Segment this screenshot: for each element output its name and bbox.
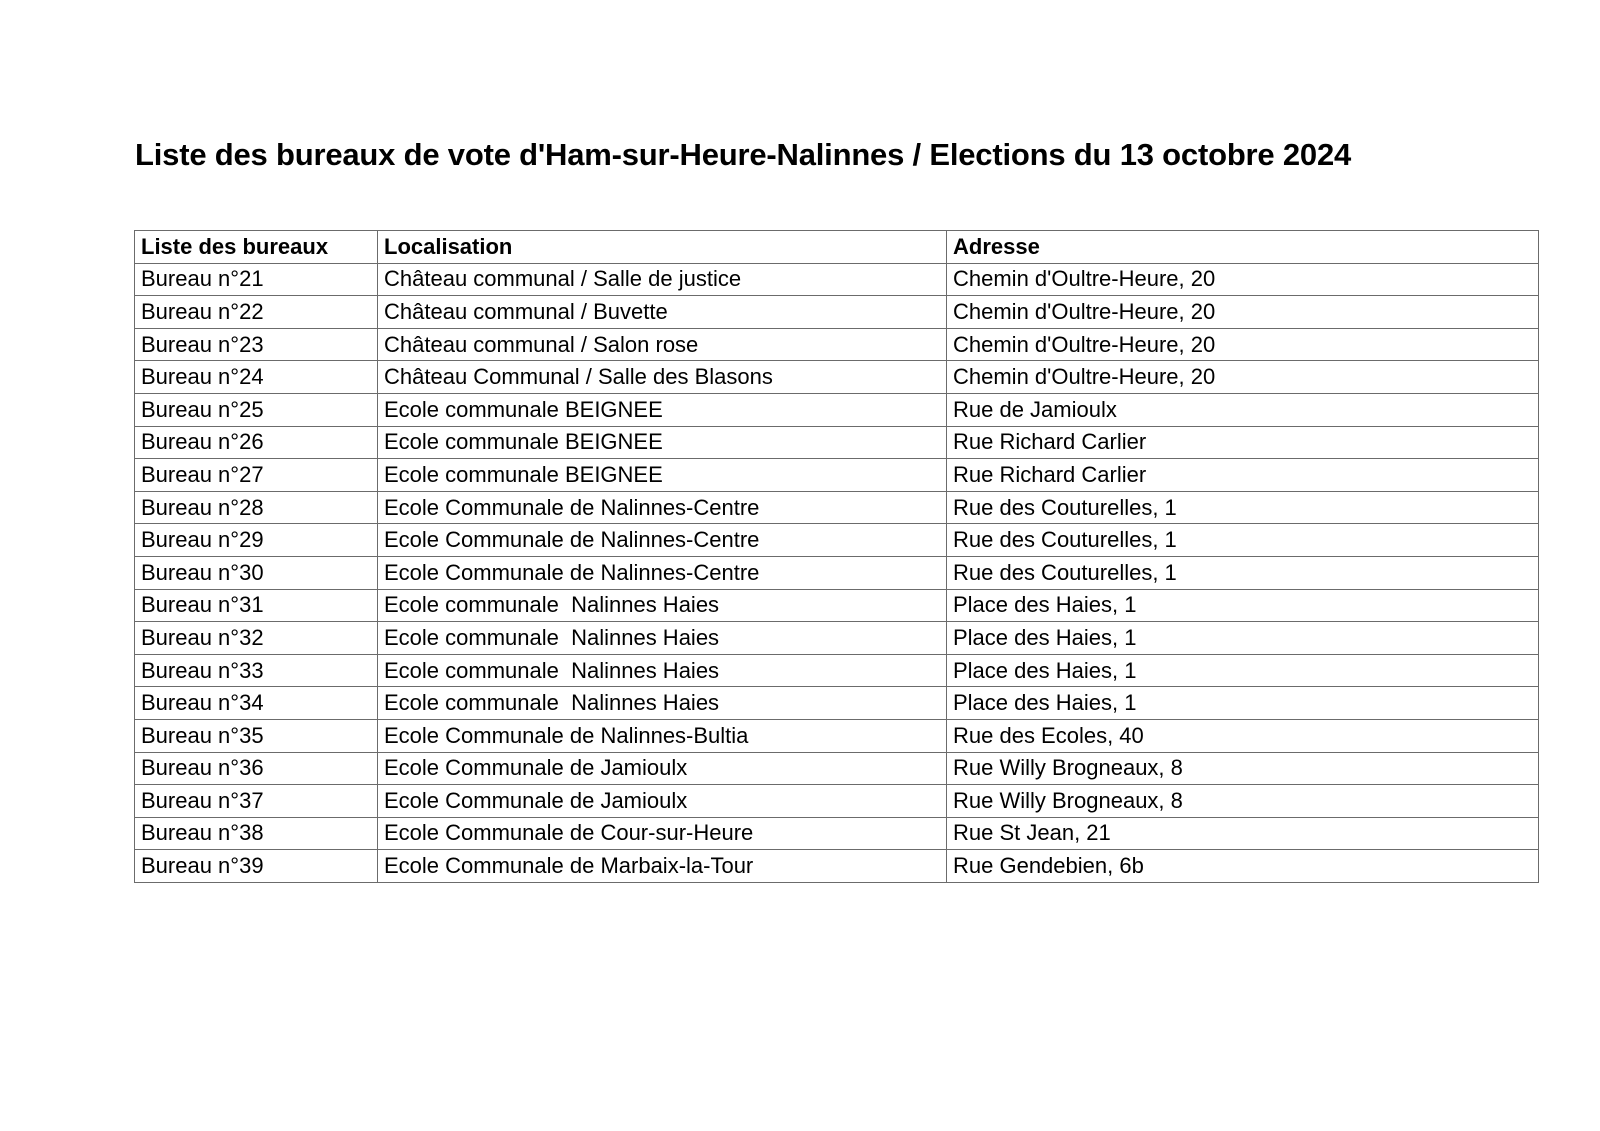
cell-adresse: Chemin d'Oultre-Heure, 20 (947, 328, 1539, 361)
table-row (135, 459, 1539, 492)
cell-localisation: Château communal / Salle de justice (378, 263, 947, 296)
cell-bureau: Bureau n°26 (135, 426, 378, 459)
cell-adresse: Rue St Jean, 21 (947, 817, 1539, 850)
table-body (135, 263, 1539, 882)
cell-bureau: Bureau n°39 (135, 850, 378, 883)
cell-adresse: Rue des Couturelles, 1 (947, 491, 1539, 524)
cell-adresse: Rue des Ecoles, 40 (947, 719, 1539, 752)
table-row (135, 752, 1539, 785)
cell-localisation: Ecole Communale de Jamioulx (378, 785, 947, 818)
table-row (135, 556, 1539, 589)
cell-adresse: Rue Richard Carlier (947, 426, 1539, 459)
cell-localisation: Ecole Communale de Nalinnes-Centre (378, 491, 947, 524)
cell-bureau: Bureau n°38 (135, 817, 378, 850)
table-row (135, 328, 1539, 361)
cell-adresse: Rue Richard Carlier (947, 459, 1539, 492)
cell-adresse: Place des Haies, 1 (947, 687, 1539, 720)
cell-adresse: Rue des Couturelles, 1 (947, 524, 1539, 557)
table-row (135, 263, 1539, 296)
table-header-row (135, 231, 1539, 264)
cell-localisation: Ecole communale BEIGNEE (378, 459, 947, 492)
column-header-adresse: Adresse (947, 231, 1539, 264)
cell-bureau: Bureau n°25 (135, 393, 378, 426)
cell-localisation: Ecole Communale de Nalinnes-Bultia (378, 719, 947, 752)
table-row (135, 785, 1539, 818)
cell-bureau: Bureau n°31 (135, 589, 378, 622)
column-header-bureau: Liste des bureaux (135, 231, 378, 264)
cell-bureau: Bureau n°21 (135, 263, 378, 296)
cell-localisation: Ecole communale BEIGNEE (378, 426, 947, 459)
cell-bureau: Bureau n°27 (135, 459, 378, 492)
page-title: Liste des bureaux de vote d'Ham-sur-Heure-Nalinnes / Elections du 13 octobre 2024 (135, 137, 1352, 172)
cell-localisation: Ecole Communale de Nalinnes-Centre (378, 524, 947, 557)
cell-localisation: Ecole communale Nalinnes Haies (378, 589, 947, 622)
cell-bureau: Bureau n°36 (135, 752, 378, 785)
cell-bureau: Bureau n°22 (135, 296, 378, 329)
cell-bureau: Bureau n°35 (135, 719, 378, 752)
cell-bureau: Bureau n°24 (135, 361, 378, 394)
cell-bureau: Bureau n°28 (135, 491, 378, 524)
cell-adresse: Rue Willy Brogneaux, 8 (947, 785, 1539, 818)
cell-bureau: Bureau n°32 (135, 622, 378, 655)
cell-localisation: Ecole Communale de Cour-sur-Heure (378, 817, 947, 850)
cell-localisation: Ecole Communale de Marbaix-la-Tour (378, 850, 947, 883)
cell-adresse: Rue Gendebien, 6b (947, 850, 1539, 883)
table-row (135, 654, 1539, 687)
cell-localisation: Ecole Communale de Jamioulx (378, 752, 947, 785)
cell-localisation: Château communal / Buvette (378, 296, 947, 329)
polling-stations-table (134, 230, 1539, 883)
table-row (135, 393, 1539, 426)
cell-bureau: Bureau n°37 (135, 785, 378, 818)
cell-localisation: Ecole communale Nalinnes Haies (378, 654, 947, 687)
cell-adresse: Chemin d'Oultre-Heure, 20 (947, 361, 1539, 394)
cell-localisation: Ecole Communale de Nalinnes-Centre (378, 556, 947, 589)
cell-localisation: Ecole communale Nalinnes Haies (378, 622, 947, 655)
cell-bureau: Bureau n°33 (135, 654, 378, 687)
table-row (135, 850, 1539, 883)
table-row (135, 687, 1539, 720)
cell-adresse: Place des Haies, 1 (947, 622, 1539, 655)
cell-bureau: Bureau n°23 (135, 328, 378, 361)
cell-adresse: Place des Haies, 1 (947, 589, 1539, 622)
table-row (135, 622, 1539, 655)
cell-bureau: Bureau n°30 (135, 556, 378, 589)
cell-adresse: Chemin d'Oultre-Heure, 20 (947, 296, 1539, 329)
cell-adresse: Place des Haies, 1 (947, 654, 1539, 687)
table-row (135, 296, 1539, 329)
cell-localisation: Ecole communale Nalinnes Haies (378, 687, 947, 720)
cell-bureau: Bureau n°29 (135, 524, 378, 557)
cell-localisation: Château communal / Salon rose (378, 328, 947, 361)
cell-localisation: Château Communal / Salle des Blasons (378, 361, 947, 394)
table-row (135, 817, 1539, 850)
cell-adresse: Rue de Jamioulx (947, 393, 1539, 426)
table-row (135, 719, 1539, 752)
table-row (135, 589, 1539, 622)
cell-adresse: Chemin d'Oultre-Heure, 20 (947, 263, 1539, 296)
cell-adresse: Rue des Couturelles, 1 (947, 556, 1539, 589)
table-row (135, 361, 1539, 394)
column-header-localisation: Localisation (378, 231, 947, 264)
cell-bureau: Bureau n°34 (135, 687, 378, 720)
table-row (135, 426, 1539, 459)
cell-adresse: Rue Willy Brogneaux, 8 (947, 752, 1539, 785)
cell-localisation: Ecole communale BEIGNEE (378, 393, 947, 426)
table-row (135, 524, 1539, 557)
table-row (135, 491, 1539, 524)
